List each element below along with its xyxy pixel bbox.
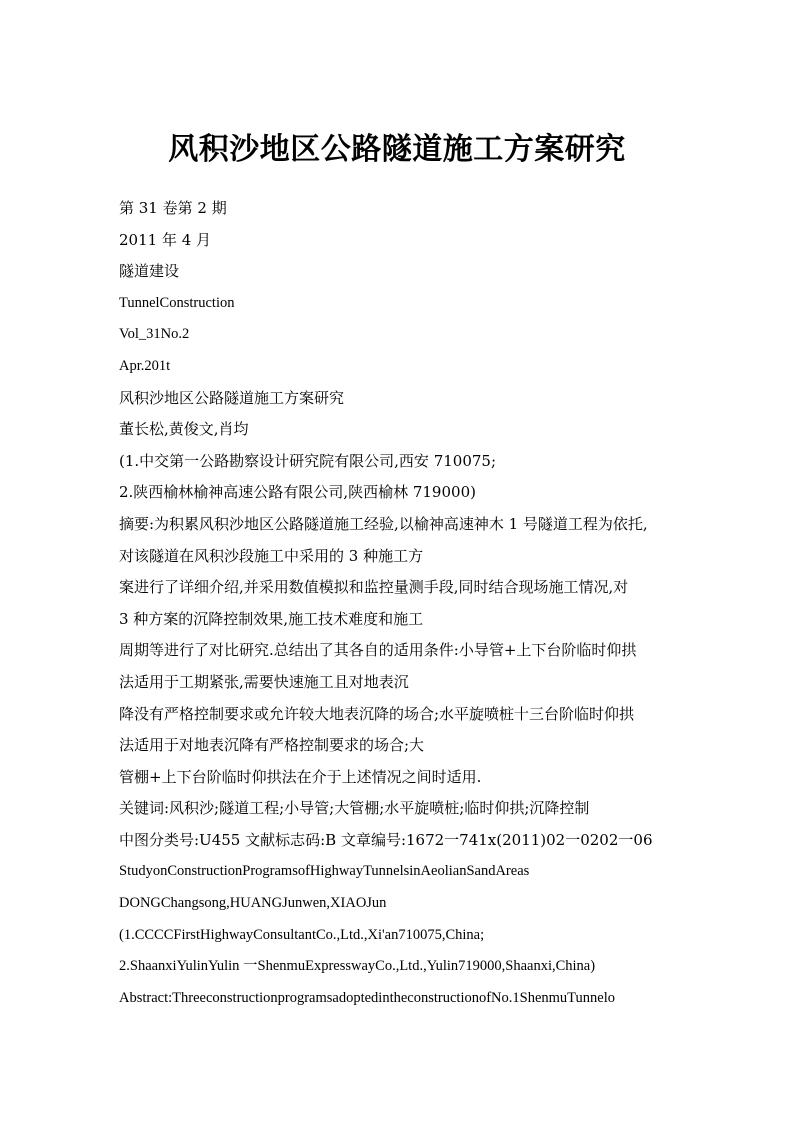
abstract-line: 摘要:为积累风积沙地区公路隧道施工经验,以榆神高速神木 1 号隧道工程为依托,: [119, 514, 648, 533]
article-title: 风积沙地区公路隧道施工方案研究: [119, 388, 345, 407]
volume-issue-line: 第 31 卷第 2 期: [119, 199, 227, 217]
affiliation-1-cn: (1.中交第一公路勘察设计研究院有限公司,西安 710075;: [119, 451, 497, 470]
journal-name-en: TunnelConstruction: [119, 294, 235, 311]
volume-number-en: Vol_31No.2: [119, 326, 190, 343]
date-en: Apr.201t: [119, 357, 171, 374]
abstract-line: 3 种方案的沉降控制效果,施工技术难度和施工: [119, 609, 424, 628]
affiliation-2-en: 2.ShaanxiYulinYulin 一ShenmuExpresswayCo.,Ltd.,Yulin719000,Shaanxi,China): [119, 958, 596, 975]
abstract-line: 案进行了详细介绍,并采用数值模拟和监控量测手段,同时结合现场施工情况,对: [119, 578, 629, 597]
abstract-line: 降没有严格控制要求或允许较大地表沉降的场合;水平旋喷桩十三台阶临时仰拱: [119, 704, 635, 723]
abstract-line: 管棚+上下台阶临时仰拱法在介于上述情况之间时适用.: [119, 767, 482, 786]
authors-cn: 董长松,黄俊文,肖均: [119, 420, 249, 439]
affiliation-2-cn: 2.陕西榆林榆神高速公路有限公司,陕西榆林 719000): [119, 483, 476, 502]
document-body: [119, 193, 689, 1014]
journal-name-cn: 隧道建设: [119, 262, 180, 281]
date-line: 2011 年 4 月: [119, 230, 212, 249]
abstract-line: 周期等进行了对比研究.总结出了其各自的适用条件:小导管+上下台阶临时仰拱: [119, 641, 637, 660]
abstract-en: Abstract:ThreeconstructionprogramsadoptedintheconstructionofNo.1ShenmuTunnelo: [119, 989, 615, 1006]
english-title: StudyonConstructionProgramsofHighwayTunnelsinAeolianSandAreas: [119, 863, 530, 880]
abstract-line: 对该隧道在风积沙段施工中采用的 3 种施工方: [119, 546, 424, 565]
affiliation-1-en: (1.CCCCFirstHighwayConsultantCo.,Ltd.,Xi'an710075,China;: [119, 926, 485, 943]
document-title: 风积沙地区公路隧道施工方案研究: [168, 132, 626, 167]
keywords-line: 关键词:风积沙;隧道工程;小导管;大管棚;水平旋喷桩;临时仰拱;沉降控制: [119, 799, 590, 818]
authors-en: DONGChangsong,HUANGJunwen,XIAOJun: [119, 895, 387, 912]
abstract-line: 法适用于工期紧张,需要快速施工且对地表沉: [119, 672, 409, 691]
abstract-line: 法适用于对地表沉降有严格控制要求的场合;大: [119, 736, 425, 755]
classification-line: 中图分类号:U455 文献标志码:B 文章编号:1672一741x(2011)02一0202一06: [119, 830, 653, 849]
